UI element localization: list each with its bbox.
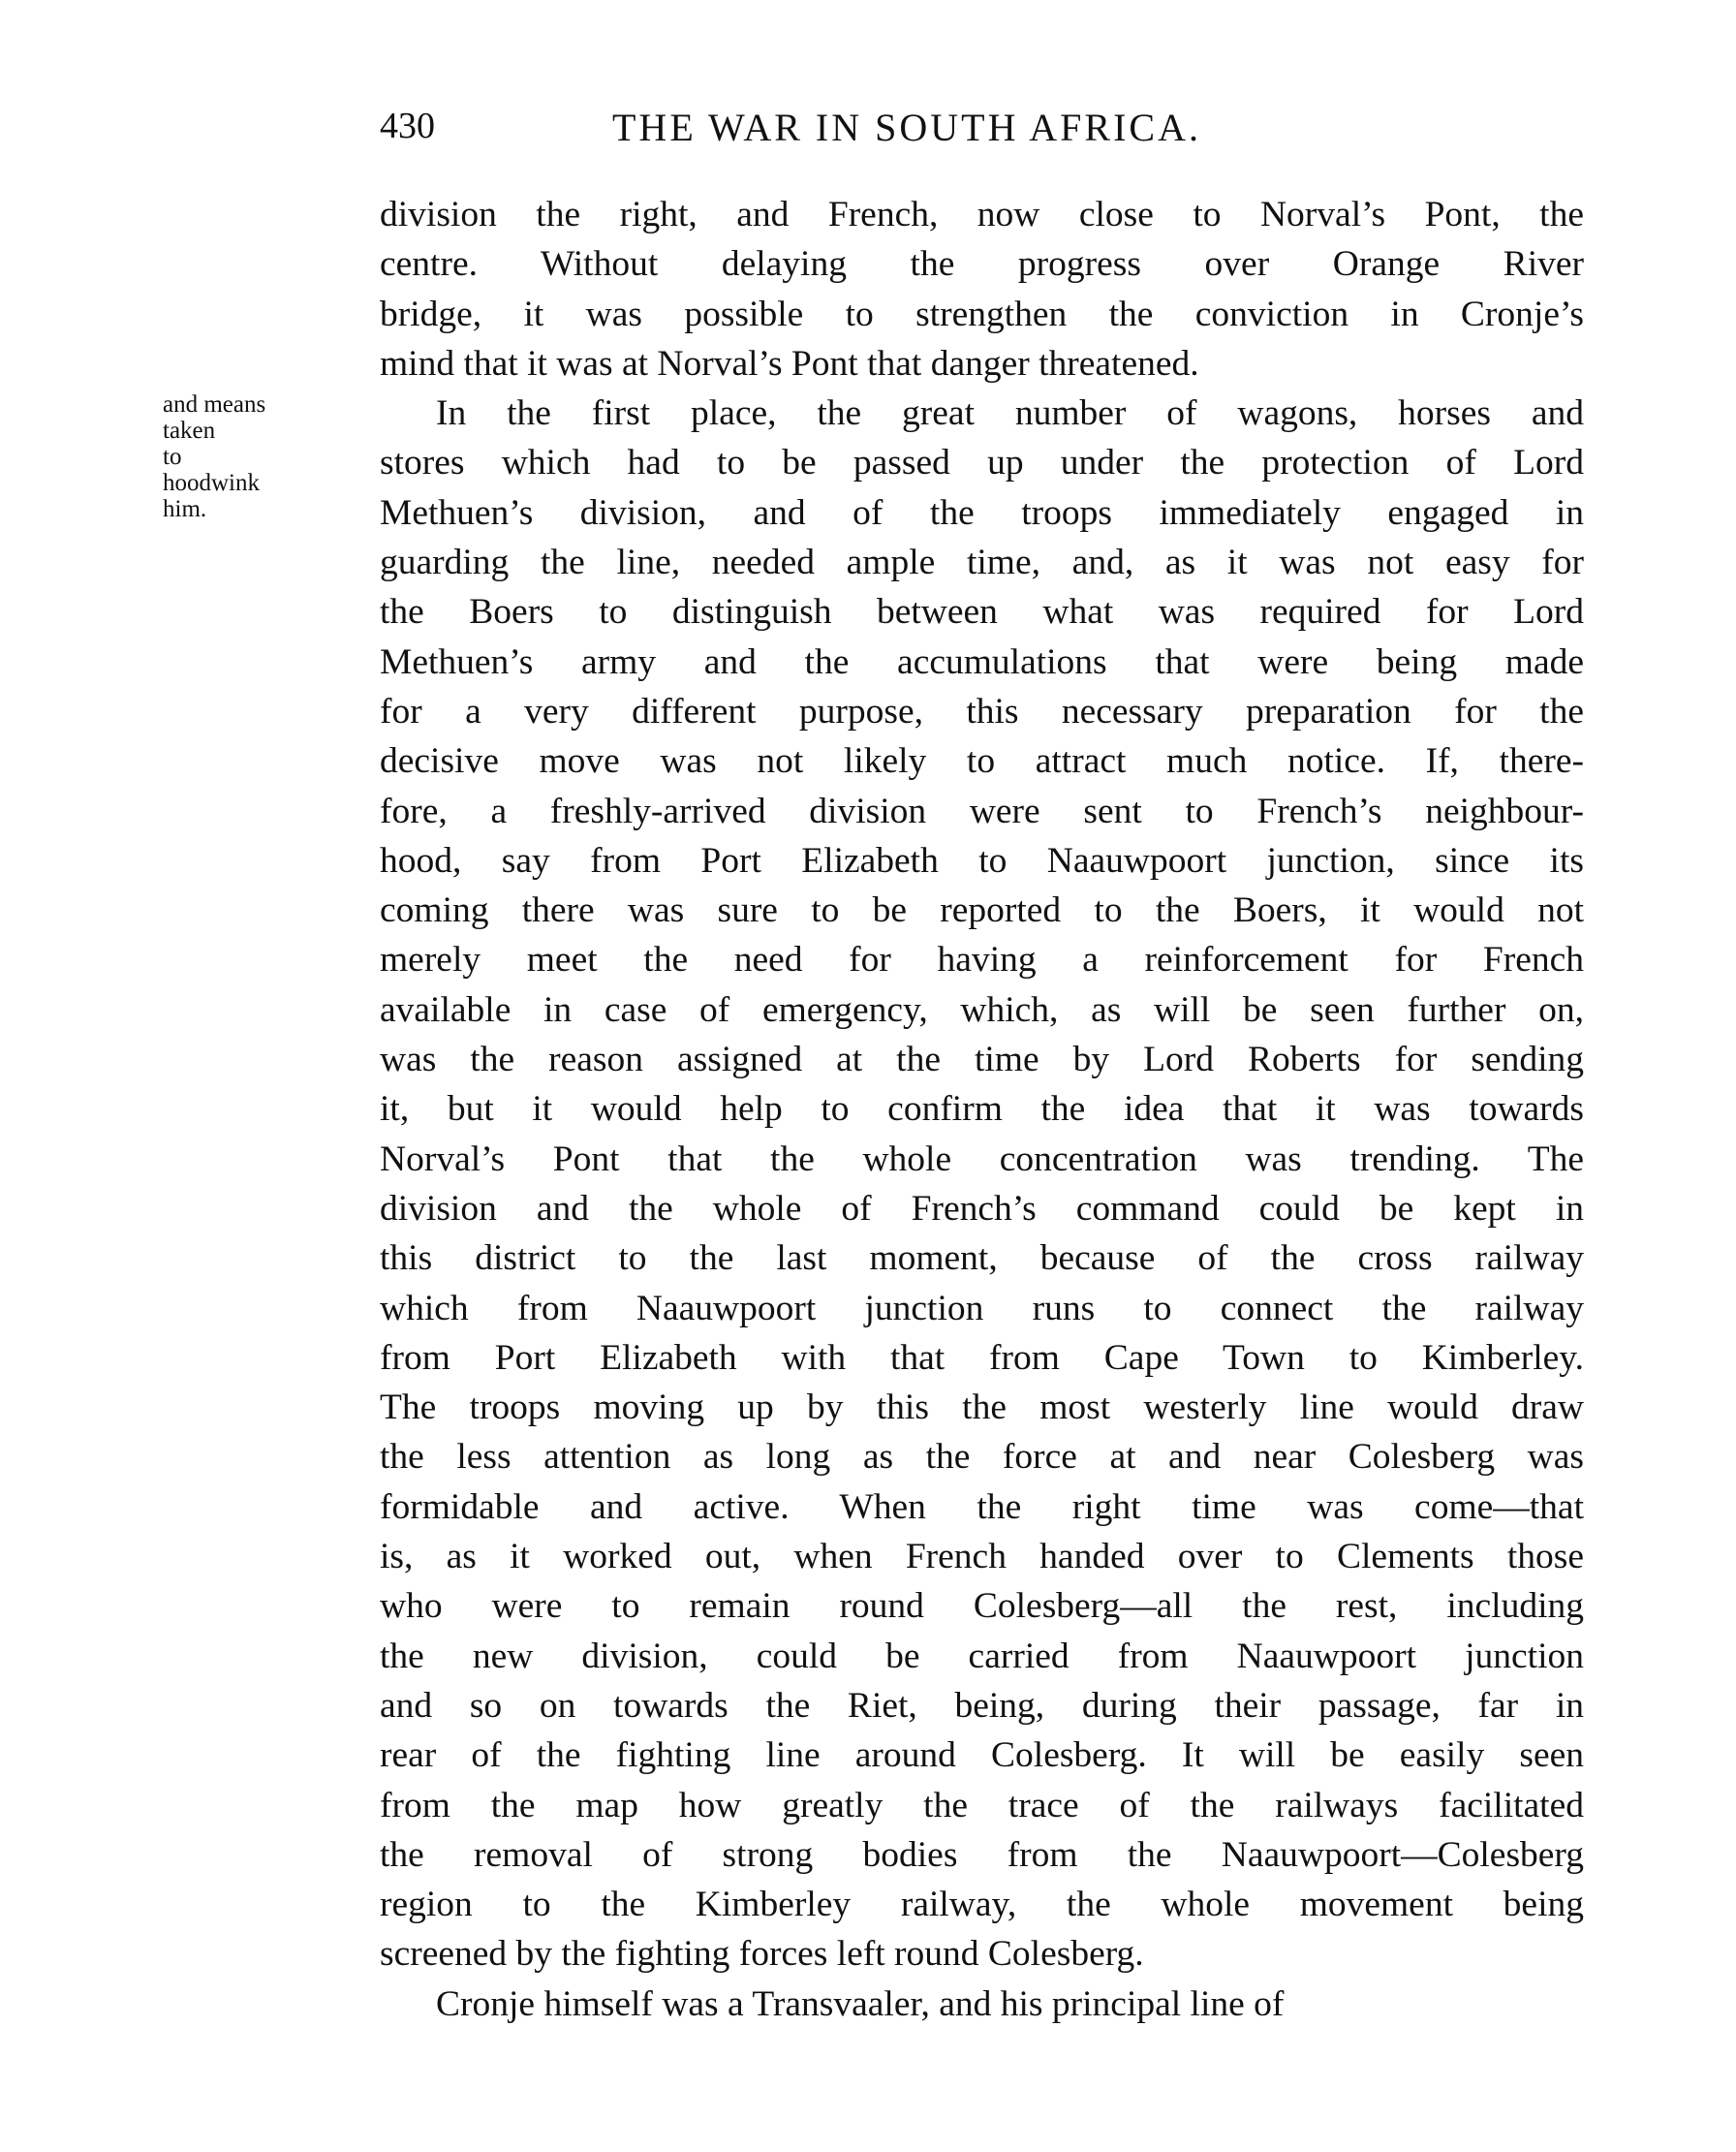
body-text [380, 190, 1584, 2029]
text-line: The troops moving up by this the most westerly line would draw [380, 1388, 1584, 1428]
text-line: fore, a freshly-arrived division were sent to French’s neighbour- [380, 791, 1584, 831]
text-line: Cronje himself was a Transvaaler, and his principal line of [436, 1983, 1285, 2024]
text-line: stores which had to be passed up under the protection of Lord [380, 443, 1584, 483]
text-line: was the reason assigned at the time by Lord Roberts for sending [380, 1040, 1584, 1080]
text-line: the Boers to distinguish between what was required for Lord [380, 592, 1584, 633]
text-line: who were to remain round Colesberg—all the rest, including [380, 1586, 1584, 1627]
text-line: mind that it was at Norval’s Pont that danger threatened. [380, 343, 1199, 384]
margin-note-line: him. [163, 496, 207, 522]
text-line: for a very different purpose, this necessary preparation for the [380, 691, 1584, 732]
text-line: the new division, could be carried from Naauwpoort junction [380, 1636, 1584, 1676]
text-line: coming there was sure to be reported to the Boers, it would not [380, 890, 1584, 931]
margin-note-line: and means [163, 391, 266, 418]
text-line: Norval’s Pont that the whole concentration was trending. The [380, 1138, 1584, 1179]
running-title: THE WAR IN SOUTH AFRICA. [612, 106, 1201, 149]
text-line: guarding the line, needed ample time, and, as it was not easy for [380, 543, 1584, 583]
text-line: this district to the last moment, because of the cross railway [380, 1238, 1584, 1279]
text-line: from Port Elizabeth with that from Cape Town to Kimberley. [380, 1337, 1584, 1378]
text-line: division the right, and French, now close to Norval’s Pont, the [380, 195, 1584, 234]
text-line: is, as it worked out, when French handed over to Clements those [380, 1537, 1584, 1577]
margin-note-line: to [163, 444, 182, 470]
margin-note-line: taken [163, 418, 216, 444]
text-line: screened by the fighting forces left round Colesberg. [380, 1934, 1144, 1975]
text-line: and so on towards the Riet, being, during their passage, far in [380, 1685, 1584, 1726]
margin-note [163, 391, 265, 522]
margin-note-line: hoodwink [163, 470, 260, 496]
text-line: Methuen’s army and the accumulations that were being made [380, 641, 1584, 682]
running-header [380, 105, 1358, 153]
text-line: the removal of strong bodies from the Naauwpoort—Colesberg [380, 1834, 1584, 1875]
text-line: In the first place, the great number of wagons, horses and [436, 393, 1584, 434]
text-line: decisive move was not likely to attract much notice. If, there- [380, 741, 1584, 782]
text-line: rear of the fighting line around Colesberg. It will be easily seen [380, 1735, 1584, 1776]
text-line: region to the Kimberley railway, the whole movement being [380, 1885, 1584, 1925]
text-line: the less attention as long as the force at and near Colesberg was [380, 1437, 1584, 1478]
text-line: formidable and active. When the right time was come—that [380, 1486, 1584, 1527]
text-line: bridge, it was possible to strengthen the conviction in Cronje’s [380, 294, 1584, 334]
text-line: which from Naauwpoort junction runs to connect the railway [380, 1288, 1584, 1328]
page-number: 430 [380, 106, 435, 146]
text-line: merely meet the need for having a reinforcement for French [380, 940, 1584, 981]
text-line: from the map how greatly the trace of the railways facilitated [380, 1785, 1584, 1825]
text-line: division and the whole of French’s command could be kept in [380, 1188, 1584, 1229]
text-line: available in case of emergency, which, as will be seen further on, [380, 989, 1584, 1030]
text-line: centre. Without delaying the progress over Orange River [380, 244, 1584, 285]
text-line: it, but it would help to confirm the idea that it was towards [380, 1089, 1584, 1130]
text-line: Methuen’s division, and of the troops immediately engaged in [380, 492, 1584, 533]
text-line: hood, say from Port Elizabeth to Naauwpoort junction, since its [380, 840, 1584, 881]
